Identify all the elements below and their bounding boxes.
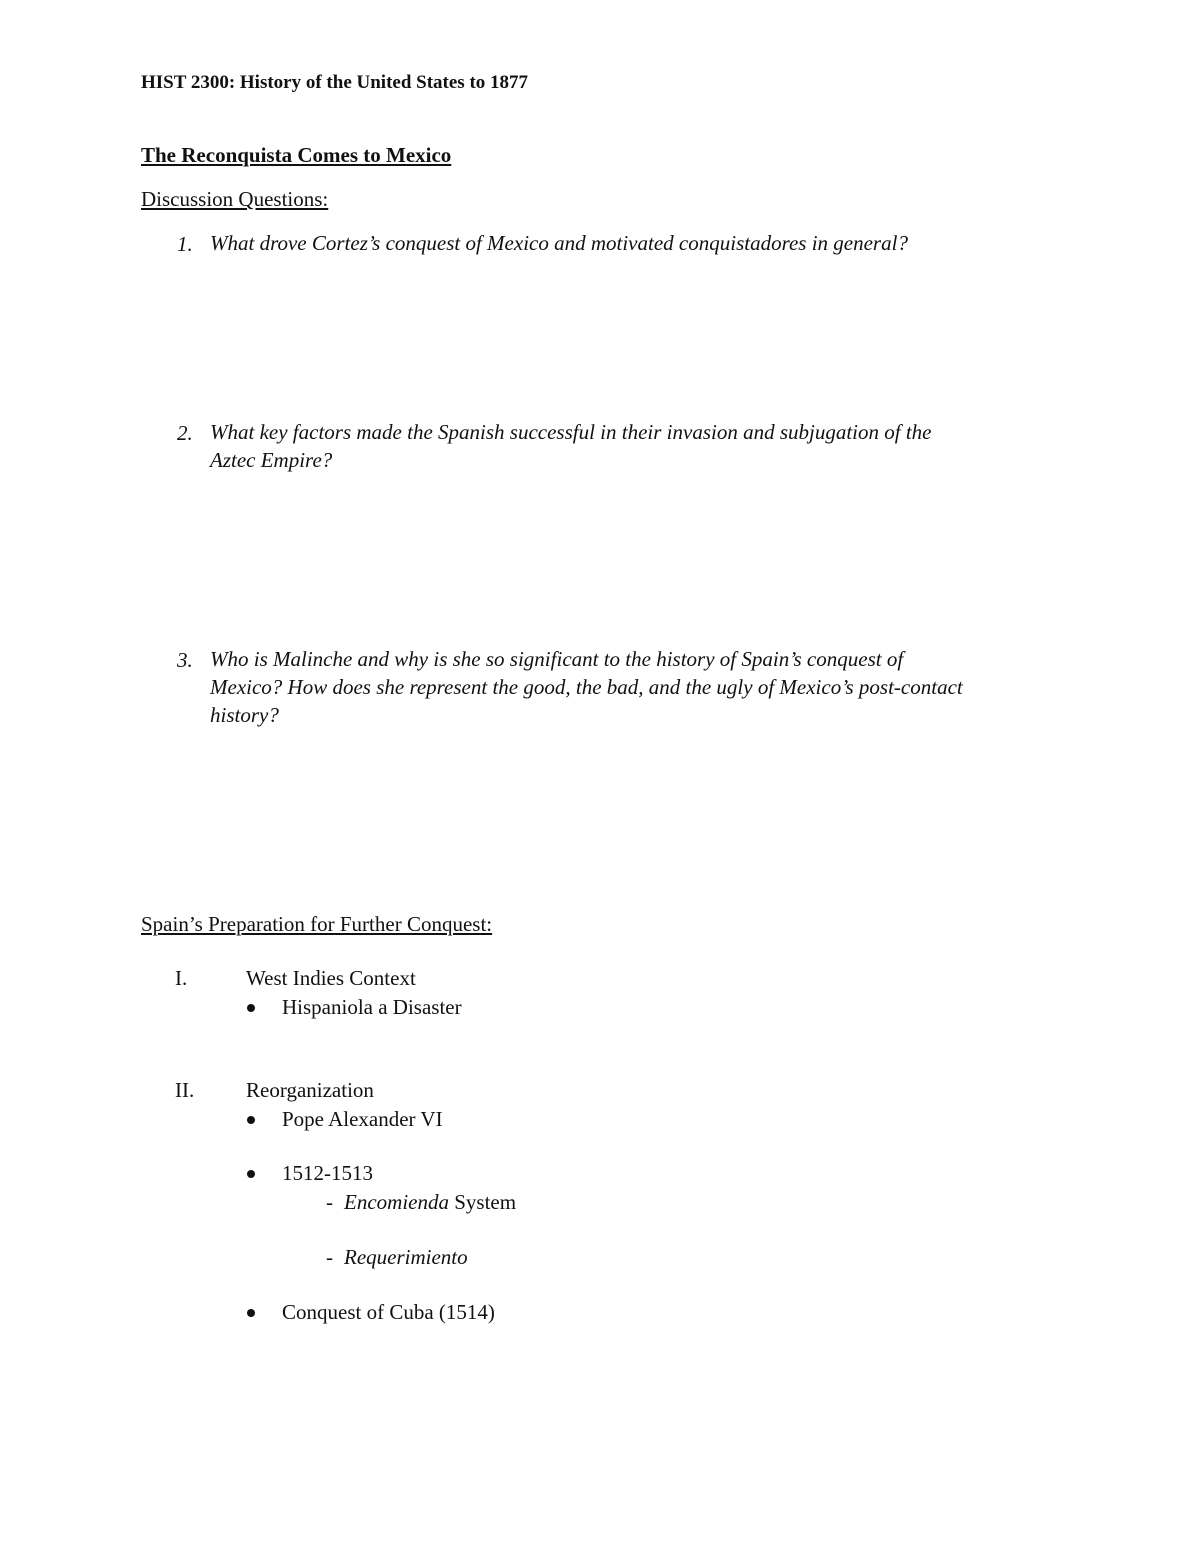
dash-marker: - xyxy=(326,1245,333,1269)
bullet-icon xyxy=(247,1309,255,1317)
question-text xyxy=(210,645,1110,729)
bullet-item: Hispaniola a Disaster xyxy=(282,995,462,1019)
bullet-item: 1512-1513 xyxy=(282,1161,373,1185)
sub-item xyxy=(344,1190,516,1215)
question-line: Who is Malinche and why is she so significant to the history of Spain’s conquest of xyxy=(210,647,904,671)
outline-section-title: West Indies Context xyxy=(246,966,416,990)
sub-item-italic: Encomienda xyxy=(344,1190,449,1214)
lecture-title: The Reconquista Comes to Mexico xyxy=(141,143,452,167)
dash-marker: - xyxy=(326,1190,333,1214)
outline-heading: Spain’s Preparation for Further Conquest: xyxy=(141,912,493,936)
bullet-icon xyxy=(247,1004,255,1012)
question-text xyxy=(210,418,1090,474)
question-line: What drove Cortez’s conquest of Mexico and motivated conquistadores in general? xyxy=(210,231,908,255)
sub-item-italic: Requerimiento xyxy=(344,1245,468,1269)
question-number: 1. xyxy=(177,232,193,256)
sub-item xyxy=(344,1245,468,1270)
question-line: Aztec Empire? xyxy=(210,448,333,472)
bullet-icon xyxy=(247,1170,255,1178)
question-line: history? xyxy=(210,703,279,727)
outline-numeral: II. xyxy=(175,1078,195,1102)
bullet-item: Conquest of Cuba (1514) xyxy=(282,1300,495,1324)
course-title: HIST 2300: History of the United States to 1877 xyxy=(141,72,529,93)
sub-item-rest: System xyxy=(448,1190,517,1214)
question-line: Mexico? How does she represent the good, the bad, and the ugly of Mexico’s post-contact xyxy=(210,675,963,699)
question-number: 3. xyxy=(177,648,193,672)
question-line: What key factors made the Spanish successful in their invasion and subjugation of the xyxy=(210,420,932,444)
outline-numeral: I. xyxy=(175,966,188,990)
bullet-item: Pope Alexander VI xyxy=(282,1107,443,1131)
discussion-heading: Discussion Questions: xyxy=(141,187,329,211)
question-text xyxy=(210,229,1090,257)
outline-section-title: Reorganization xyxy=(246,1078,374,1102)
question-number: 2. xyxy=(177,421,193,445)
bullet-icon xyxy=(247,1116,255,1124)
